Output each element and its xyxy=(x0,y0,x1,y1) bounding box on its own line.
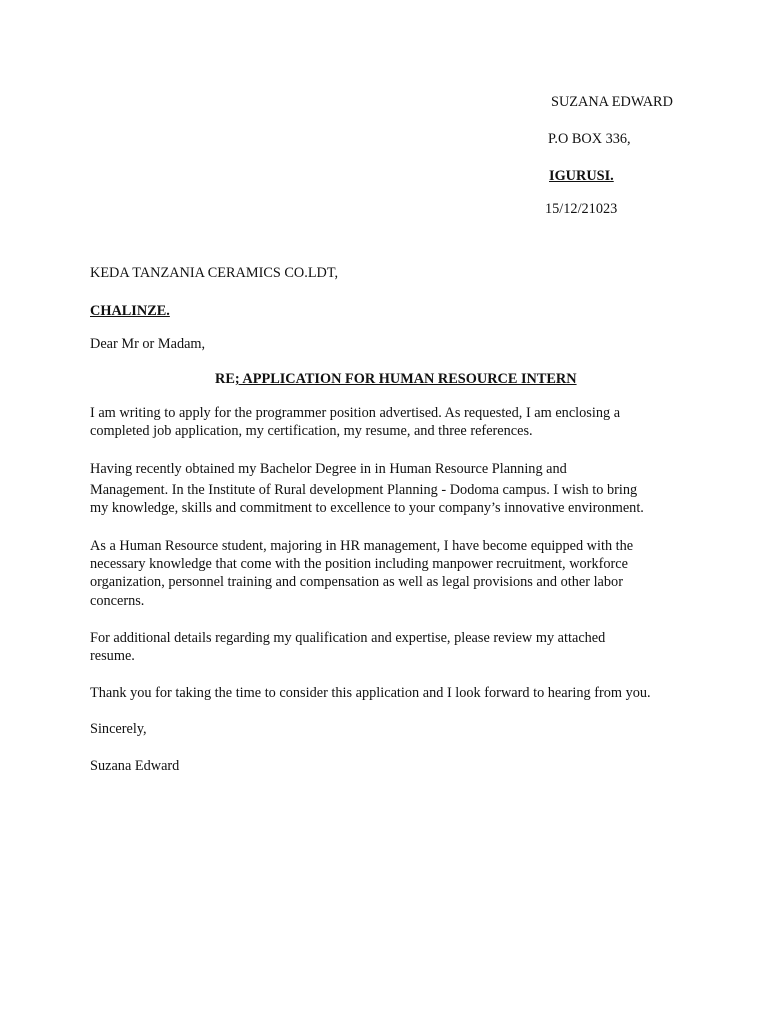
body-paragraph-3 xyxy=(90,537,690,610)
body-paragraph-2 xyxy=(90,459,690,519)
recipient-company: KEDA TANZANIA CERAMICS CO.LDT, xyxy=(90,265,339,281)
paragraph-line: necessary knowledge that come with the position including manpower recruitment, workforce xyxy=(90,556,628,573)
subject-text: ; APPLICATION FOR HUMAN RESOURCE INTERN xyxy=(234,371,577,387)
salutation: Dear Mr or Madam, xyxy=(90,336,206,352)
paragraph-line: As a Human Resource student, majoring in HR management, I have become equipped with the xyxy=(90,538,634,554)
paragraph-line: I am writing to apply for the programmer position advertised. As requested, I am enclosing a xyxy=(90,405,621,421)
paragraph-line: Thank you for taking the time to consider this application and I look forward to hearing from you. xyxy=(90,685,651,701)
paragraph-line: Management. In the Institute of Rural development Planning - Dodoma campus. I wish to bring xyxy=(90,482,638,498)
paragraph-line: my knowledge, skills and commitment to excellence to your company’s innovative environment. xyxy=(90,500,644,516)
recipient-town: CHALINZE. xyxy=(90,303,170,319)
paragraph-line: resume. xyxy=(90,648,135,665)
paragraph-line: completed job application, my certification, my resume, and three references. xyxy=(90,423,533,440)
body-paragraph-5 xyxy=(90,684,690,702)
sender-name: SUZANA EDWARD xyxy=(551,94,673,110)
paragraph-line: For additional details regarding my qualification and expertise, please review my attached xyxy=(90,630,606,646)
subject-prefix: RE xyxy=(215,371,235,387)
letter-date: 15/12/21023 xyxy=(545,201,618,217)
paragraph-line: Having recently obtained my Bachelor Degree in in Human Resource Planning and xyxy=(90,461,567,477)
paragraph-line: organization, personnel training and compensation as well as legal provisions and other labor xyxy=(90,574,623,591)
body-paragraph-4 xyxy=(90,629,690,665)
signature: Suzana Edward xyxy=(90,758,180,774)
subject-line xyxy=(215,370,577,388)
sender-po-box: P.O BOX 336, xyxy=(548,131,631,147)
paragraph-line: concerns. xyxy=(90,592,145,609)
body-paragraph-1 xyxy=(90,404,690,440)
sender-town: IGURUSI. xyxy=(549,168,614,184)
closing: Sincerely, xyxy=(90,721,147,737)
